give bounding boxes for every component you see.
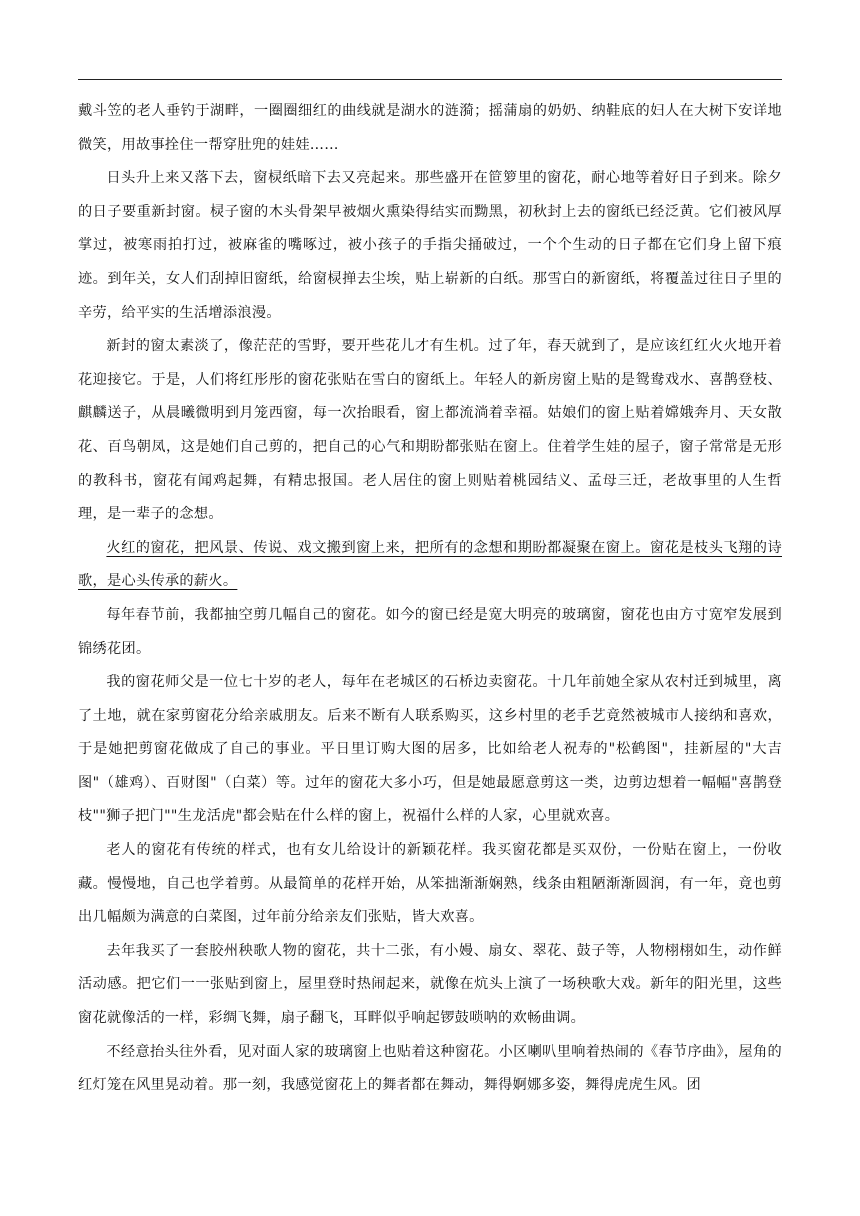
paragraph-text: 戴斗笠的老人垂钓于湖畔，一圈圈细红的曲线就是湖水的涟漪；摇蒲扇的奶奶、纳鞋底的妇人在大树下安详地微笑，用故事拴住一帮穿肚兜的娃娃…… [78, 103, 782, 153]
underlined-sentence: 火红的窗花，把风景、传说、戏文搬到窗上来，把所有的念想和期盼都凝聚在窗上。窗花是枝头飞翔的诗歌，是心头传承的薪火。 [78, 539, 782, 590]
paragraph-text: 日头升上来又落下去，窗棂纸暗下去又亮起来。那些盛开在笸箩里的窗花，耐心地等着好日子到来。除夕的日子要重新封窗。棂子窗的木头骨架早被烟火熏染得结实而黝黑，初秋封上去的窗纸已经泛黄。它们被风厚掌过，被寒雨拍打过，被麻雀的嘴啄过，被小孩子的手指尖捅破过，一个个生动的日子都在它们身上留下痕迹。到年关，女人们刮掉旧窗纸，给窗棂掸去尘埃，贴上崭新的白纸。那雪白的新窗纸，将覆盖过往日子里的辛劳，给平实的生活增添浪漫。 [78, 170, 782, 321]
article-body [78, 95, 782, 1103]
paragraph [78, 834, 782, 935]
paragraph [78, 599, 782, 666]
paragraph [78, 162, 782, 330]
paragraph-text: 不经意抬头往外看，见对面人家的玻璃窗上也贴着这种窗花。小区喇叭里响着热闹的《春节序曲》，屋角的红灯笼在风里晃动着。那一刻，我感觉窗花上的舞者都在舞动，舞得婀娜多姿，舞得虎虎生风。团 [78, 1043, 782, 1094]
paragraph [78, 1036, 782, 1103]
paragraph [78, 532, 782, 599]
paragraph [78, 330, 782, 532]
document-page [78, 0, 782, 1216]
paragraph-text: 老人的窗花有传统的样式，也有女儿给设计的新颖花样。我买窗花都是买双份，一份贴在窗上，一份收藏。慢慢地，自己也学着剪。从最简单的花样开始，从笨拙渐渐娴熟，线条由粗陋渐渐圆润，有一年，竟也剪出几幅颇为满意的白菜图，过年前分给亲友们张贴，皆大欢喜。 [78, 842, 782, 926]
header-rule [78, 79, 782, 80]
paragraph [78, 95, 782, 162]
paragraph [78, 935, 782, 1036]
paragraph-text: 新封的窗太素淡了，像茫茫的雪野，要开些花儿才有生机。过了年，春天就到了，是应该红红火火地开着花迎接它。于是，人们将红彤彤的窗花张贴在雪白的窗纸上。年轻人的新房窗上贴的是鸳鸯戏水、喜鹊登枝、麒麟送子，从晨曦微明到月笼西窗，每一次抬眼看，窗上都流淌着幸福。姑娘们的窗上贴着嫦娥奔月、天女散花、百鸟朝凤，这是她们自己剪的，把自己的心气和期盼都张贴在窗上。住着学生娃的屋子，窗子常常是无形的教科书，窗花有闻鸡起舞，有精忠报国。老人居住的窗上则贴着桃园结义、孟母三迁，老故事里的人生哲理，是一辈子的念想。 [78, 338, 782, 523]
paragraph-text: 每年春节前，我都抽空剪几幅自己的窗花。如今的窗已经是宽大明亮的玻璃窗，窗花也由方寸宽窄发展到锦绣花团。 [78, 606, 782, 657]
paragraph-text: 去年我买了一套胶州秧歌人物的窗花，共十二张，有小嫚、扇女、翠花、鼓子等，人物栩栩如生，动作鲜活动感。把它们一一张贴到窗上，屋里登时热闹起来，就像在炕头上演了一场秧歌大戏。新年的阳光里，这些窗花就像活的一样，彩绸飞舞，扇子翻飞，耳畔似乎响起锣鼓唢呐的欢畅曲调。 [78, 942, 782, 1027]
paragraph [78, 666, 782, 834]
paragraph-text: 我的窗花师父是一位七十岁的老人，每年在老城区的石桥边卖窗花。十几年前她全家从农村迁到城里，离了土地，就在家剪窗花分给亲戚朋友。后来不断有人联系购买，这乡村里的老手艺竟然被城市人接纳和喜欢，于是她把剪窗花做成了自己的事业。平日里订购大图的居多，比如给老人祝寿的"松鹤图"，挂新屋的"大吉图"（雄鸡）、百财图"（白菜）等。过年的窗花大多小巧，但是她最愿意剪这一类，边剪边想着一幅幅"喜鹊登枝""狮子把门""生龙活虎"都会贴在什么样的窗上，祝福什么样的人家，心里就欢喜。 [78, 674, 782, 825]
